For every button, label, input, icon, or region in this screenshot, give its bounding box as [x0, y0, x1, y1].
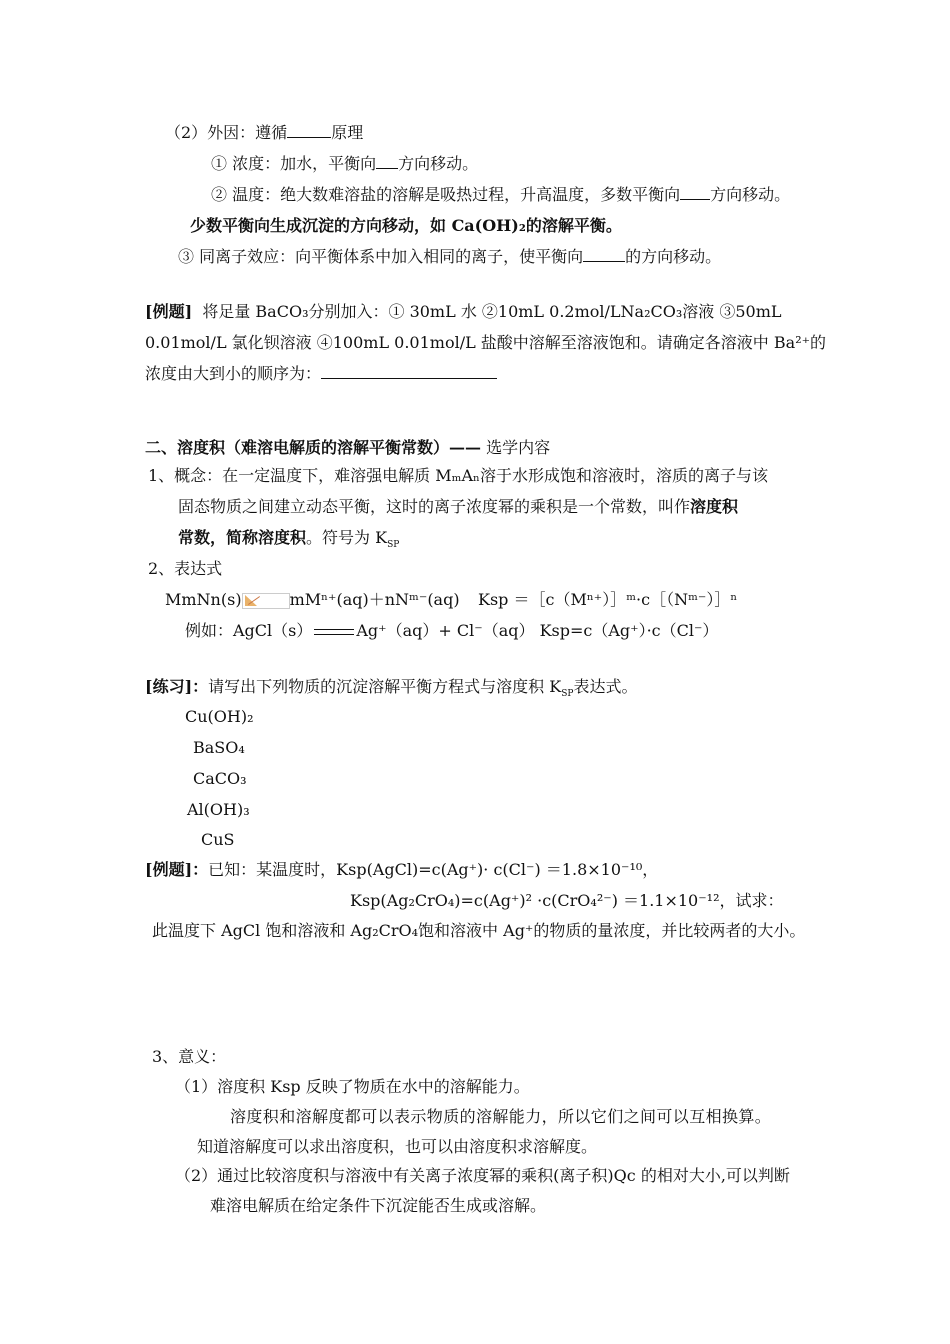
expression-title: 2、表达式: [148, 559, 223, 578]
concentration-line: ① 浓度：加水，平衡向 方向移动。: [211, 154, 479, 173]
practice-line: [练习]：请写出下列物质的沉淀溶解平衡方程式与溶度积 $K_{SP}$表达式。: [145, 677, 638, 700]
meaning-p1-line2: 溶度积和溶解度都可以表示物质的溶解能力，所以它们之间可以互相换算。: [230, 1107, 772, 1126]
example1-line1: [例题] 将足量 BaCO₃分别加入：① 30mL 水 ②10mL 0.2mol/LNa₂CO₃溶液 ③50mL: [145, 302, 782, 321]
example2-line3: 此温度下 AgCl 饱和溶液和 Ag₂CrO₄饱和溶液中 Ag⁺的物质的量浓度，并比较两者的大小。: [152, 921, 806, 940]
expression-line: MmNn(s) mMⁿ⁺(aq)＋nNᵐ⁻(aq): [165, 590, 460, 609]
practice-item: BaSO₄: [193, 738, 245, 757]
meaning-title: 3、意义：: [152, 1047, 227, 1066]
agcl-example: 例如：AgCl（s） Ag⁺（aq）+ Cl⁻（aq） Ksp=c（Ag⁺）·c（Cl⁻）: [185, 621, 719, 640]
practice-item: CuS: [201, 830, 235, 849]
concept-line1: 1、概念：在一定温度下，难溶强电解质 MₘAₙ溶于水形成饱和溶液时，溶质的离子与该: [148, 466, 768, 485]
blank-concentration[interactable]: [376, 153, 398, 169]
meaning-p1-line3: 知道溶解度可以求出溶度积，也可以由溶度积求溶解度。: [197, 1137, 598, 1156]
equilibrium-image: [242, 593, 290, 609]
ksp-expression: Ksp ＝［c（Mⁿ⁺）］ᵐ·c［（Nᵐ⁻）］ⁿ: [478, 590, 738, 609]
meaning-p2-line1: （2）通过比较溶度积与溶液中有关离子浓度幂的乘积(离子积)Qc 的相对大小,可以判断: [175, 1166, 790, 1185]
blank-temperature[interactable]: [680, 184, 710, 200]
section2-heading: 二、溶度积（难溶电解质的溶解平衡常数）—— 选学内容: [145, 438, 551, 457]
example1-line2: 0.01mol/L 氯化钡溶液 ④100mL 0.01mol/L 盐酸中溶解至溶液饱和。请确定各溶液中 Ba²⁺的: [145, 333, 827, 352]
practice-item: CaCO₃: [193, 769, 247, 788]
practice-item: Al(OH)₃: [187, 800, 250, 819]
blank-order[interactable]: [321, 363, 497, 379]
concept-line3: 常数，简称溶度积。符号为 $K_{SP}$: [178, 528, 400, 551]
temperature-line: ② 温度：绝大数难溶盐的溶解是吸热过程，升高温度，多数平衡向 方向移动。: [211, 185, 791, 204]
concept-line2: 固态物质之间建立动态平衡，这时的离子浓度幂的乘积是一个常数，叫作溶度积: [178, 497, 739, 516]
blank-principle[interactable]: [287, 122, 331, 138]
blank-common-ion[interactable]: [583, 246, 625, 262]
caoh2-note: 少数平衡向生成沉淀的方向移动，如 Ca(OH)₂的溶解平衡。: [190, 216, 622, 235]
example2-line2: Ksp(Ag₂CrO₄)=c(Ag⁺)² ·c(CrO₄²⁻) ＝1.1×10⁻¹²，试求：: [350, 891, 784, 910]
meaning-p2-line2: 难溶电解质在给定条件下沉淀能否生成或溶解。: [210, 1196, 547, 1215]
equilibrium-arrow-icon: [312, 626, 356, 638]
example2-line1: [例题]：已知：某温度时，Ksp(AgCl)=c(Ag⁺)· c(Cl⁻) ＝1.8×10⁻¹⁰，: [145, 860, 659, 879]
practice-item: Cu(OH)₂: [185, 707, 254, 726]
meaning-p1: （1）溶度积 Ksp 反映了物质在水中的溶解能力。: [175, 1077, 530, 1096]
common-ion-line: ③ 同离子效应：向平衡体系中加入相同的离子，使平衡向 的方向移动。: [178, 247, 722, 266]
example1-line3: 浓度由大到小的顺序为：: [145, 363, 497, 385]
external-factor-line: （2）外因：遵循 原理: [165, 123, 364, 142]
